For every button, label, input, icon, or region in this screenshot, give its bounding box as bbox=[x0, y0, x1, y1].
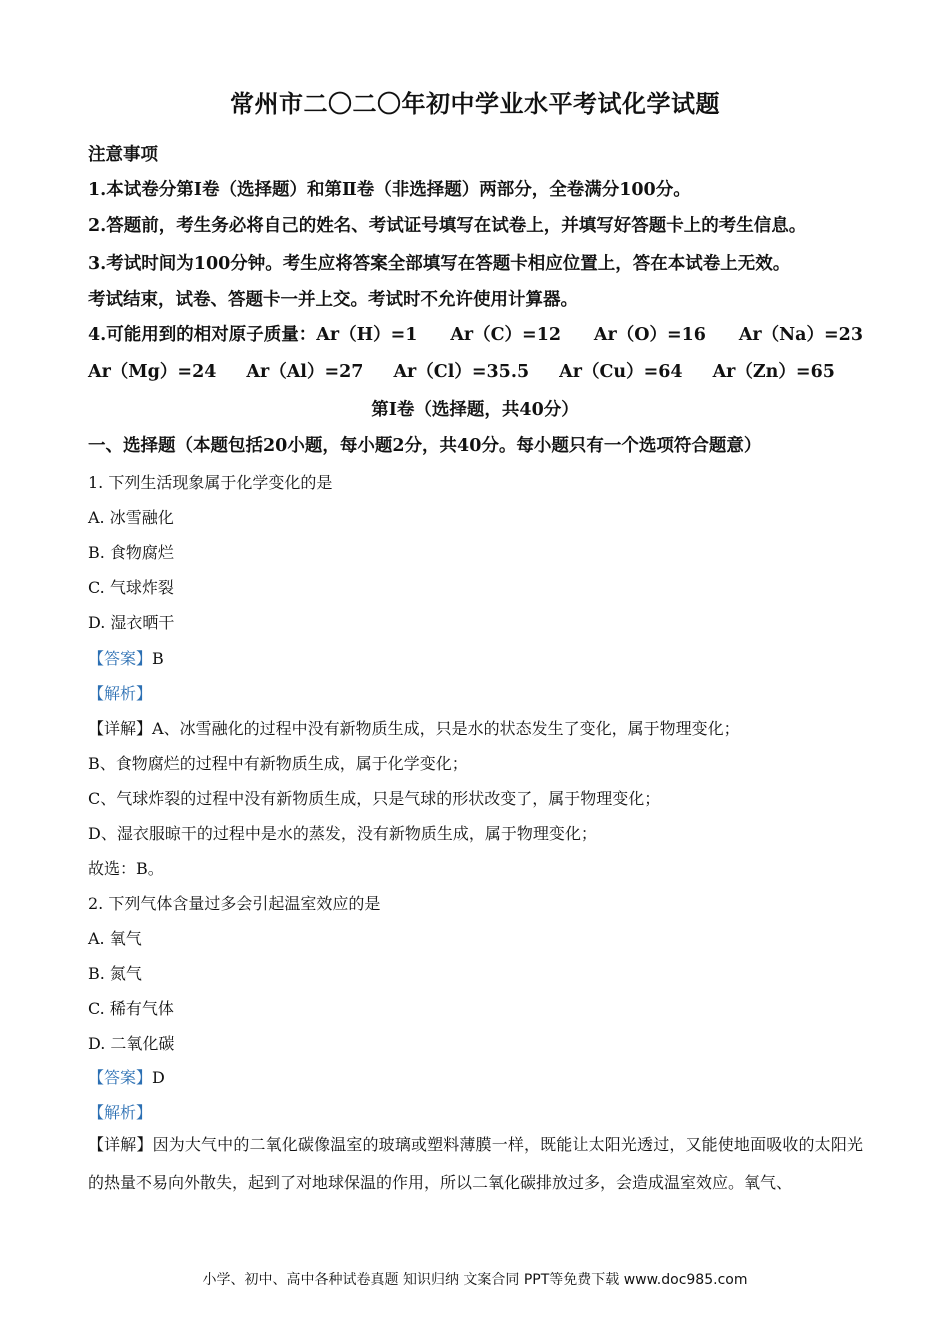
atomic-mass-c: Ar（C）=12 bbox=[450, 325, 562, 345]
note-1: 1.本试卷分第Ⅰ卷（选择题）和第Ⅱ卷（非选择题）两部分，全卷满分100分。 bbox=[88, 180, 691, 200]
notes-heading: 注意事项 bbox=[88, 145, 158, 165]
atomic-mass-zn: Ar（Zn）=65 bbox=[712, 362, 835, 382]
q1-conclusion: 故选：B。 bbox=[88, 859, 164, 878]
detail-tag: 【详解】 bbox=[88, 1135, 153, 1154]
section-1-title: 一、选择题（本题包括20小题，每小题2分，共40分。每小题只有一个选项符合题意） bbox=[88, 436, 762, 456]
q2-option-b: B. 氮气 bbox=[88, 964, 142, 983]
atomic-mass-cl: Ar（Cl）=35.5 bbox=[393, 362, 530, 382]
detail-tag: 【详解】 bbox=[88, 719, 153, 738]
q2-option-c: C. 稀有气体 bbox=[88, 999, 174, 1018]
atomic-mass-cu: Ar（Cu）=64 bbox=[559, 362, 683, 382]
q2-detail: 【详解】因为大气中的二氧化碳像温室的玻璃或塑料薄膜一样，既能让太阳光透过，又能使地面吸收的太阳光的热量不易向外散失，起到了对地球保温的作用，所以二氧化碳排放过多，会造成温室效应。氧气、 bbox=[88, 1135, 863, 1192]
atomic-mass-h: Ar（H）=1 bbox=[316, 325, 418, 345]
note-3: 3.考试时间为100分钟。考生应将答案全部填写在答题卡相应位置上，答在本试卷上无效。 bbox=[88, 254, 791, 274]
q1-option-c: C. 气球炸裂 bbox=[88, 578, 174, 597]
atomic-mass-row-1 bbox=[88, 321, 863, 346]
q1-option-d: D. 湿衣晒干 bbox=[88, 613, 175, 632]
page-footer: 小学、初中、高中各种试卷真题 知识归纳 文案合同 PPT等免费下载 www.doc985.com bbox=[202, 1272, 748, 1288]
answer-tag: 【答案】 bbox=[88, 1068, 153, 1087]
atomic-mass-o: Ar（O）=16 bbox=[593, 325, 706, 345]
q1-option-a: A. 冰雪融化 bbox=[88, 508, 174, 527]
atomic-mass-al: Ar（Al）=27 bbox=[246, 362, 364, 382]
q1-detail-d: D、湿衣服晾干的过程中是水的蒸发，没有新物质生成，属于物理变化； bbox=[88, 824, 597, 843]
q2-answer bbox=[88, 1065, 165, 1088]
atomic-mass-mg: Ar（Mg）=24 bbox=[88, 362, 217, 382]
page-title: 常州市二〇二〇年初中学业水平考试化学试题 bbox=[230, 89, 720, 118]
atomic-mass-row-2 bbox=[88, 358, 835, 383]
atomic-mass-prefix: 4.可能用到的相对原子质量：Ar（H）=1 bbox=[88, 325, 418, 345]
q2-option-d: D. 二氧化碳 bbox=[88, 1034, 175, 1053]
q1-answer-value: B bbox=[152, 649, 164, 668]
q1-option-b: B. 食物腐烂 bbox=[88, 543, 174, 562]
answer-tag: 【答案】 bbox=[88, 649, 153, 668]
q2-answer-value: D bbox=[152, 1068, 165, 1087]
q1-detail-c: C、气球炸裂的过程中没有新物质生成，只是气球的形状改变了，属于物理变化； bbox=[88, 789, 661, 808]
note-3-continued: 考试结束，试卷、答题卡一并上交。考试时不允许使用计算器。 bbox=[88, 290, 578, 310]
q1-detail-a: 【详解】A、冰雪融化的过程中没有新物质生成，只是水的状态发生了变化，属于物理变化； bbox=[88, 719, 740, 738]
q2-analysis-tag: 【解析】 bbox=[88, 1103, 153, 1122]
q2-stem: 2. 下列气体含量过多会引起温室效应的是 bbox=[88, 894, 381, 913]
q1-stem: 1. 下列生活现象属于化学变化的是 bbox=[88, 473, 333, 492]
atomic-mass-na: Ar（Na）=23 bbox=[738, 325, 863, 345]
q2-option-a: A. 氧气 bbox=[88, 929, 142, 948]
q1-detail-b: B、食物腐烂的过程中有新物质生成，属于化学变化； bbox=[88, 754, 468, 773]
q1-answer bbox=[88, 646, 164, 669]
note-2: 2.答题前，考生务必将自己的姓名、考试证号填写在试卷上，并填写好答题卡上的考生信息。 bbox=[88, 216, 807, 236]
part-1-title: 第Ⅰ卷（选择题，共40分） bbox=[371, 400, 579, 420]
q1-analysis-tag: 【解析】 bbox=[88, 684, 153, 703]
